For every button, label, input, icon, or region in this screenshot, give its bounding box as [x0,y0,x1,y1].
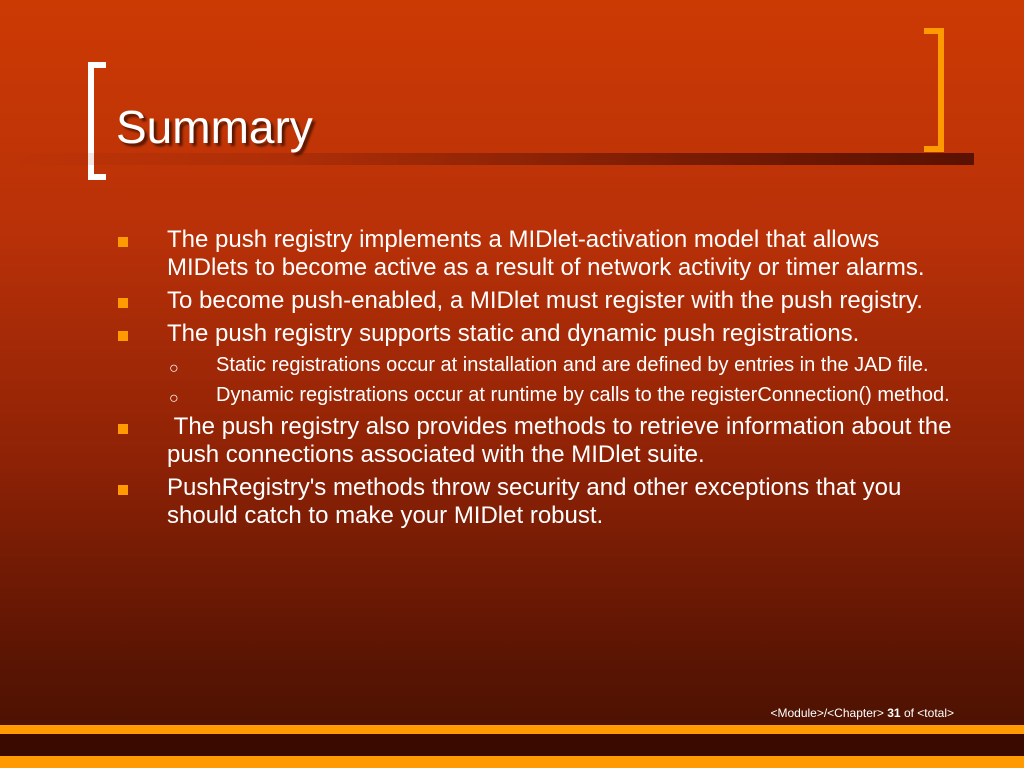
slide-title: Summary [116,101,313,153]
title-rule [0,153,974,165]
bullet-item [116,226,966,282]
sub-bullet-text: Static registrations occur at installation and are defined by entries in the JAD file. [216,354,929,376]
bullet-text: To become push-enabled, a MIDlet must register with the push registry. [167,287,923,314]
bullet-text: The push registry also provides methods to retrieve information about the push connections associated with the MIDlet suite. [167,413,959,468]
footer-of: of [903,706,914,720]
right-bracket-decoration [924,28,944,152]
footer-module-chapter: <Module>/<Chapter> [770,706,884,720]
sub-bullet-item [116,383,966,407]
bullet-item [116,287,966,315]
bullet-item [116,320,966,348]
bullet-text: The push registry implements a MIDlet-activation model that allows MIDlets to become active as a result of network activity or timer alarms. [167,226,925,281]
bullet-text: The push registry supports static and dynamic push registrations. [167,320,860,347]
square-bullet-icon [118,485,128,495]
bullet-item [116,413,966,469]
square-bullet-icon [118,331,128,341]
bullet-text: PushRegistry's methods throw security and other exceptions that you should catch to make your MIDlet robust. [167,474,902,529]
footer-total: <total> [917,706,954,720]
circle-bullet-icon: ○ [169,360,179,377]
bullet-list [116,226,966,535]
footer-band-top [0,725,1024,734]
footer-page-number: 31 [887,706,901,720]
square-bullet-icon [118,298,128,308]
footer-band-middle [0,734,1024,756]
footer-band-bottom [0,756,1024,768]
sub-bullet-item [116,353,966,377]
slide-footer [770,706,954,720]
bullet-item [116,474,966,530]
circle-bullet-icon: ○ [169,390,179,407]
square-bullet-icon [118,424,128,434]
square-bullet-icon [118,237,128,247]
sub-bullet-text: Dynamic registrations occur at runtime by calls to the registerConnection() method. [216,384,950,406]
